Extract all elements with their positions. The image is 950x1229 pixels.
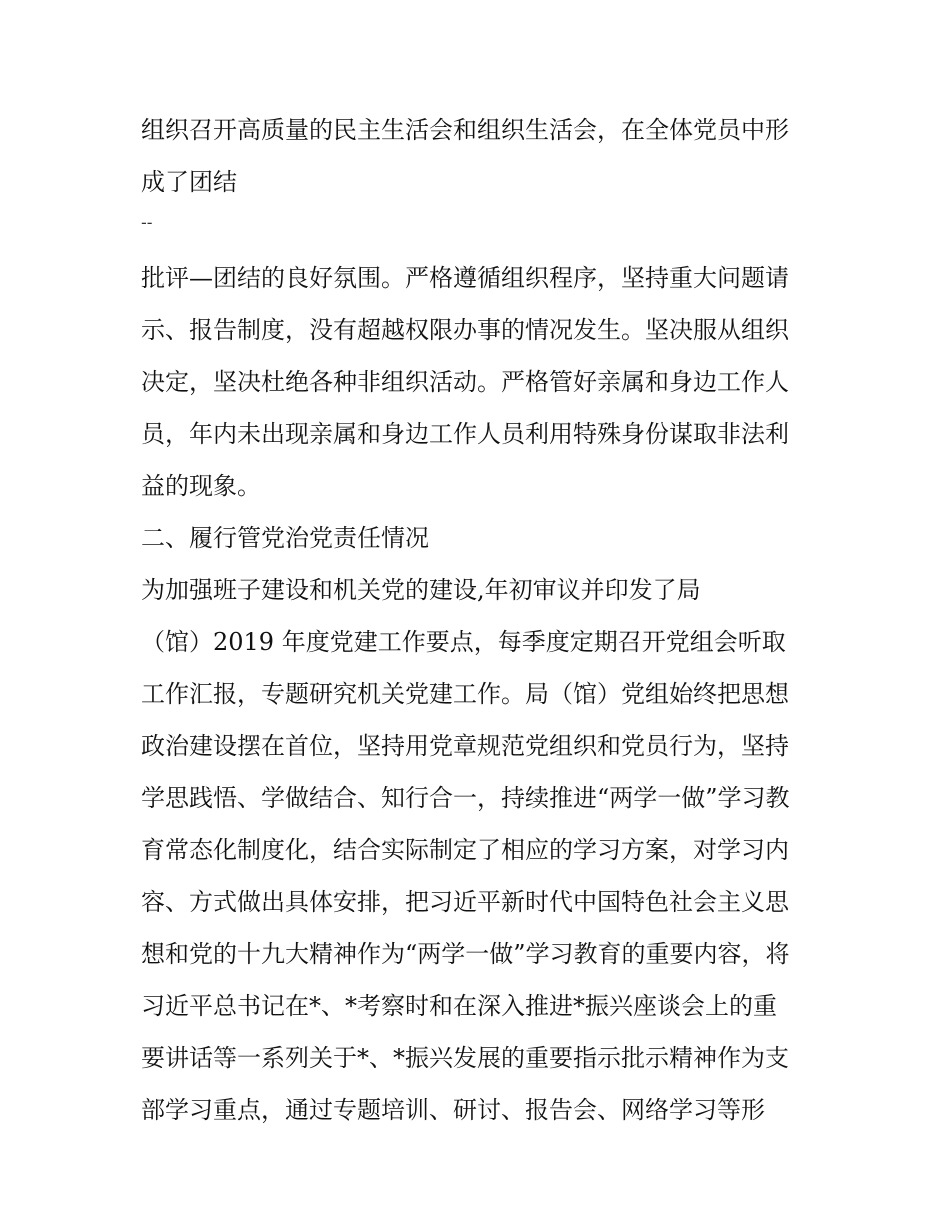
text-line: 想和党的十九大精神作为“两学一做”学习教育的重要内容，将 (141, 940, 790, 968)
text-line: 政治建设摆在首位，坚持用党章规范党组织和党员行为，坚持 (141, 732, 789, 760)
text-line: 工作汇报，专题研究机关党建工作。局（馆）党组始终把思想 (141, 680, 789, 708)
text-line: 习近平总书记在*、*考察时和在深入推进*振兴座谈会上的重 (141, 992, 777, 1020)
text-line: 容、方式做出具体安排，把习近平新时代中国特色社会主义思 (141, 888, 789, 916)
text-line: 决定，坚决杜绝各种非组织活动。严格管好亲属和身边工作人 (141, 368, 789, 396)
text-line: 成了团结 (141, 168, 237, 196)
text-line: 育常态化制度化，结合实际制定了相应的学习方案，对学习内 (141, 836, 789, 864)
text-line: 组织召开高质量的民主生活会和组织生活会，在全体党员中形 (141, 116, 789, 144)
text-line: 员，年内未出现亲属和身边工作人员利用特殊身份谋取非法利 (141, 420, 789, 448)
text-line: 益的现象。 (141, 472, 261, 500)
body-text (141, 104, 821, 1136)
page-separator: -- (141, 213, 153, 232)
text-line: 学思践悟、学做结合、知行合一，持续推进“两学一做”学习教 (141, 784, 790, 812)
section-heading: 二、履行管党治党责任情况 (141, 524, 429, 552)
text-line: 示、报告制度，没有超越权限办事的情况发生。坚决服从组织 (141, 316, 789, 344)
text-line: 部学习重点，通过专题培训、研讨、报告会、网络学习等形 (141, 1096, 765, 1124)
text-line: 要讲话等一系列关于*、*振兴发展的重要指示批示精神作为支 (141, 1044, 789, 1072)
text-line: 为加强班子建设和机关党的建设,年初审议并印发了局 (141, 576, 701, 604)
text-line: 批评—团结的良好氛围。严格遵循组织程序，坚持重大问题请 (141, 264, 789, 292)
text-line: （馆）2019 年度党建工作要点，每季度定期召开党组会听取 (141, 628, 786, 656)
